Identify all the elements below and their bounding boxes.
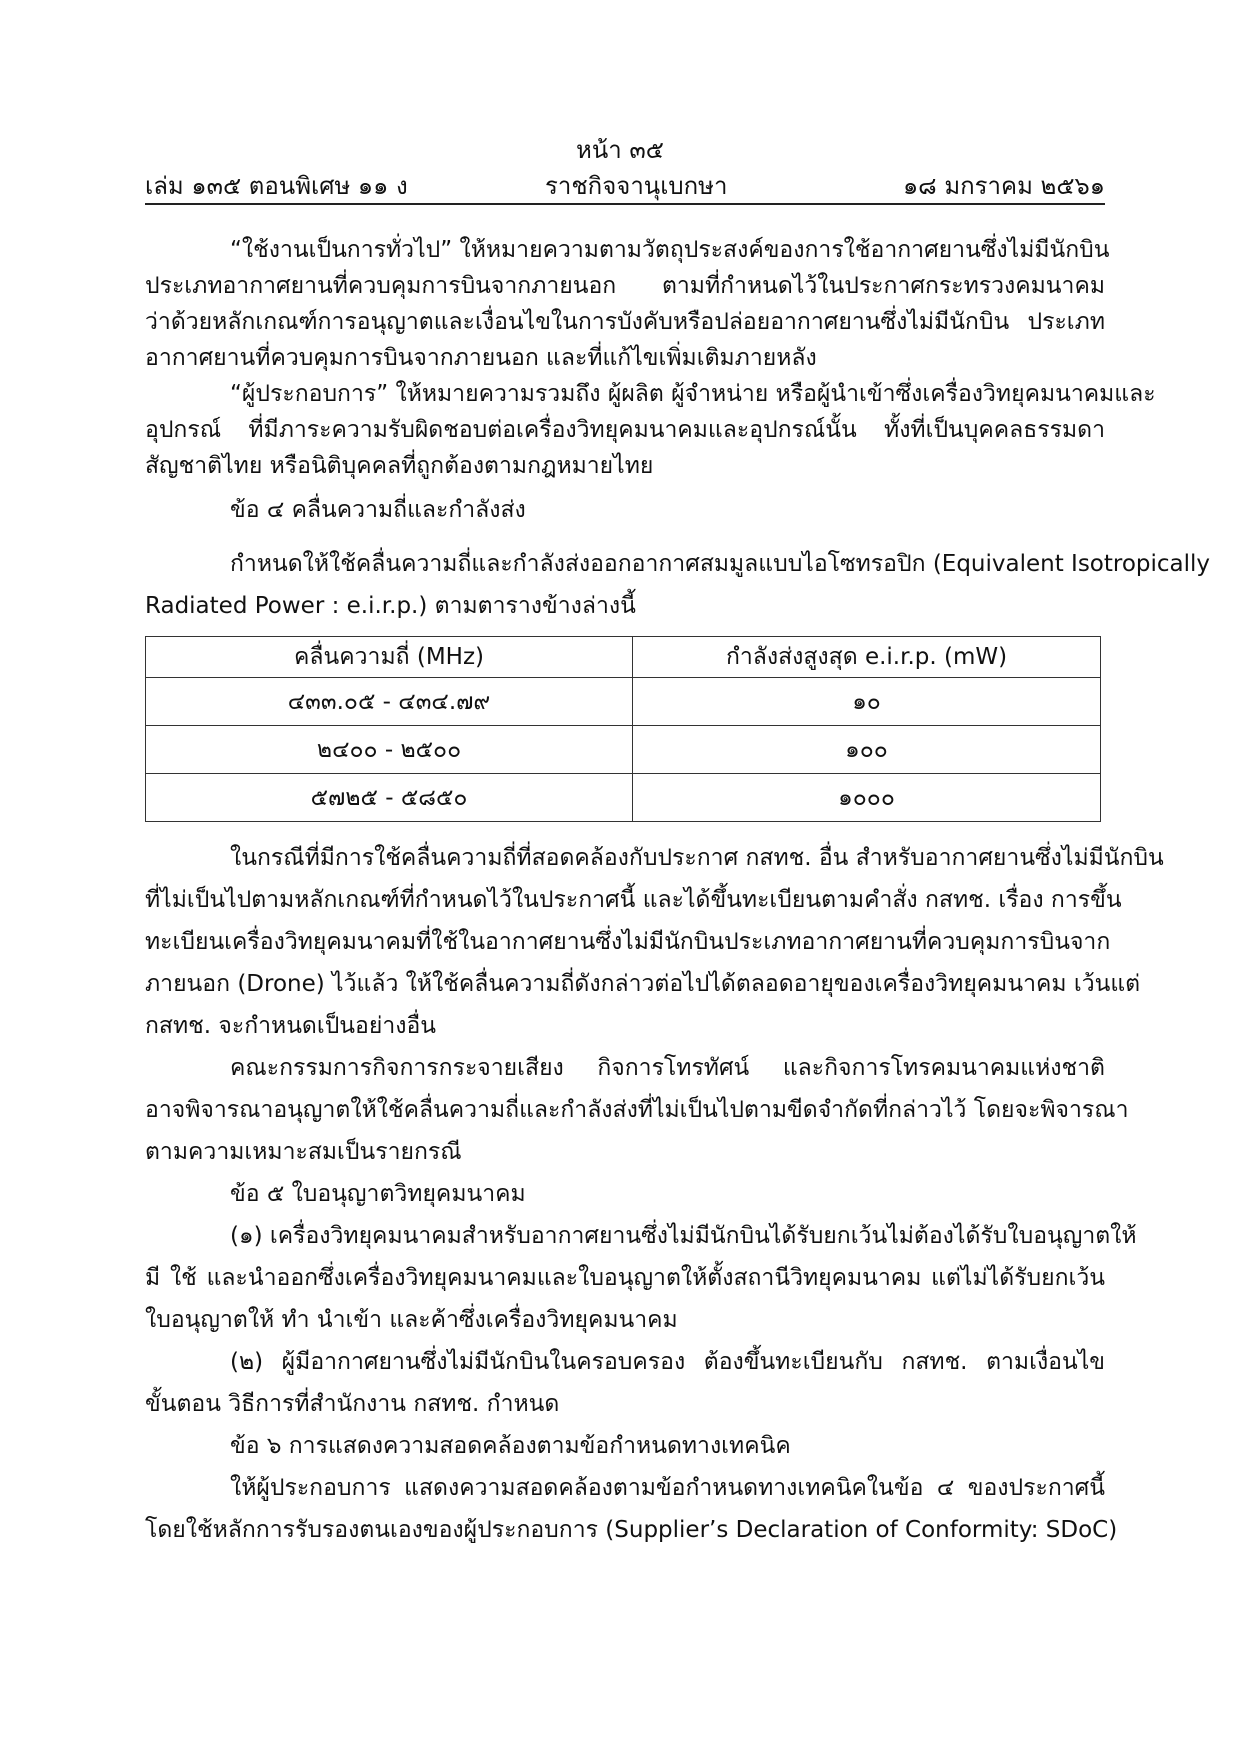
text-line: Radiated Power : e.i.r.p.) ตามตารางข้างล่างนี้ [145,593,636,619]
table-row [146,774,1101,822]
text-line: “ผู้ประกอบการ” ให้หมายความรวมถึง ผู้ผลิต ผู้จำหน่าย หรือผู้นำเข้าซึ่งเครื่องวิทยุคมนาคมและ [230,381,1156,407]
text-line: ตามความเหมาะสมเป็นรายกรณี [145,1139,462,1165]
text-line: โดยใช้หลักการรับรองตนเองของผู้ประกอบการ (Supplier’s Declaration of Conformity: SDoC) [145,1517,1118,1543]
frequency-power-table [145,636,1101,822]
column-header: คลื่นความถี่ (MHz) [146,637,633,678]
gazette-title: ราชกิจจานุเบกษา [545,172,728,200]
text-line: อาจพิจารณาอนุญาตให้ใช้คลื่นความถี่และกำลังส่งที่ไม่เป็นไปตามขีดจำกัดที่กล่าวไว้ โดยจะพิจารณา [145,1097,1129,1123]
text-line: อากาศยานที่ควบคุมการบินจากภายนอก และที่แก้ไขเพิ่มเติมภายหลัง [145,345,817,371]
text-line: อุปกรณ์ ที่มีภาระความรับผิดชอบต่อเครื่องวิทยุคมนาคมและอุปกรณ์นั้น ทั้งที่เป็นบุคคลธรรมดา [145,417,1105,443]
table-cell: ๑๐ [633,678,1101,726]
table-cell: ๑๐๐ [633,726,1101,774]
running-header [145,166,1105,202]
table-cell: ๕๗๒๕ - ๕๘๕๐ [146,774,633,822]
text-line: สัญชาติไทย หรือนิติบุคคลที่ถูกต้องตามกฎหมายไทย [145,453,654,479]
table-header-row [146,637,1101,678]
text-line: ในกรณีที่มีการใช้คลื่นความถี่ที่สอดคล้องกับประกาศ กสทช. อื่น สำหรับอากาศยานซึ่งไม่มีนักบิน [230,845,1164,871]
table-cell: ๑๐๐๐ [633,774,1101,822]
text-line: กำหนดให้ใช้คลื่นความถี่และกำลังส่งออกอากาศสมมูลแบบไอโซทรอปิก (Equivalent Isotropically [230,551,1211,577]
text-line: คณะกรรมการกิจการกระจายเสียง กิจการโทรทัศน์ และกิจการโทรคมนาคมแห่งชาติ [230,1055,1105,1081]
text-line: “ใช้งานเป็นการทั่วไป” ให้หมายความตามวัตถุประสงค์ของการใช้อากาศยานซึ่งไม่มีนักบิน [230,237,1110,263]
text-line: ให้ผู้ประกอบการ แสดงความสอดคล้องตามข้อกำหนดทางเทคนิคในข้อ ๔ ของประกาศนี้ [230,1475,1105,1501]
text-line: ประเภทอากาศยานที่ควบคุมการบินจากภายนอก ตามที่กำหนดไว้ในประกาศกระทรวงคมนาคม [145,273,1105,299]
text-line: ว่าด้วยหลักเกณฑ์การอนุญาตและเงื่อนไขในการบังคับหรือปล่อยอากาศยานซึ่งไม่มีนักบิน ประเภท [145,309,1105,335]
text-line: ขั้นตอน วิธีการที่สำนักงาน กสทช. กำหนด [145,1391,560,1417]
text-line: มี ใช้ และนำออกซึ่งเครื่องวิทยุคมนาคมและใบอนุญาตให้ตั้งสถานีวิทยุคมนาคม แต่ไม่ได้รับยกเว้น [145,1265,1105,1291]
text-line: (๑) เครื่องวิทยุคมนาคมสำหรับอากาศยานซึ่งไม่มีนักบินได้รับยกเว้นไม่ต้องได้รับใบอนุญาตให้ [230,1223,1137,1249]
table-cell: ๒๔๐๐ - ๒๕๐๐ [146,726,633,774]
section-heading: ข้อ ๔ คลื่นความถี่และกำลังส่ง [230,497,526,523]
text-line: ใบอนุญาตให้ ทำ นำเข้า และค้าซึ่งเครื่องวิทยุคมนาคม [145,1307,678,1333]
table-row [146,726,1101,774]
section-heading: ข้อ ๖ การแสดงความสอดคล้องตามข้อกำหนดทางเทคนิค [230,1433,791,1459]
text-line: ภายนอก (Drone) ไว้แล้ว ให้ใช้คลื่นความถี่ดังกล่าวต่อไปได้ตลอดอายุของเครื่องวิทยุคมนาคม เว้นแต่ [145,971,1141,997]
section-heading: ข้อ ๕ ใบอนุญาตวิทยุคมนาคม [230,1181,526,1207]
publication-date: ๑๘ มกราคม ๒๕๖๑ [902,172,1105,200]
text-line: ที่ไม่เป็นไปตามหลักเกณฑ์ที่กำหนดไว้ในประกาศนี้ และได้ขึ้นทะเบียนตามคำสั่ง กสทช. เรื่อง การขึ้น [145,887,1122,913]
column-header: กำลังส่งสูงสุด e.i.r.p. (mW) [633,637,1101,678]
page-number: หน้า ๓๕ [576,136,664,164]
text-line: กสทช. จะกำหนดเป็นอย่างอื่น [145,1013,437,1039]
volume-issue: เล่ม ๑๓๕ ตอนพิเศษ ๑๑ ง [145,172,408,200]
text-line: (๒) ผู้มีอากาศยานซึ่งไม่มีนักบินในครอบครอง ต้องขึ้นทะเบียนกับ กสทช. ตามเงื่อนไข [230,1349,1105,1375]
header-rule [145,203,1105,205]
text-line: ทะเบียนเครื่องวิทยุคมนาคมที่ใช้ในอากาศยานซึ่งไม่มีนักบินประเภทอากาศยานที่ควบคุมการบินจาก [145,929,1111,955]
table-cell: ๔๓๓.๐๕ - ๔๓๔.๗๙ [146,678,633,726]
table-row [146,678,1101,726]
